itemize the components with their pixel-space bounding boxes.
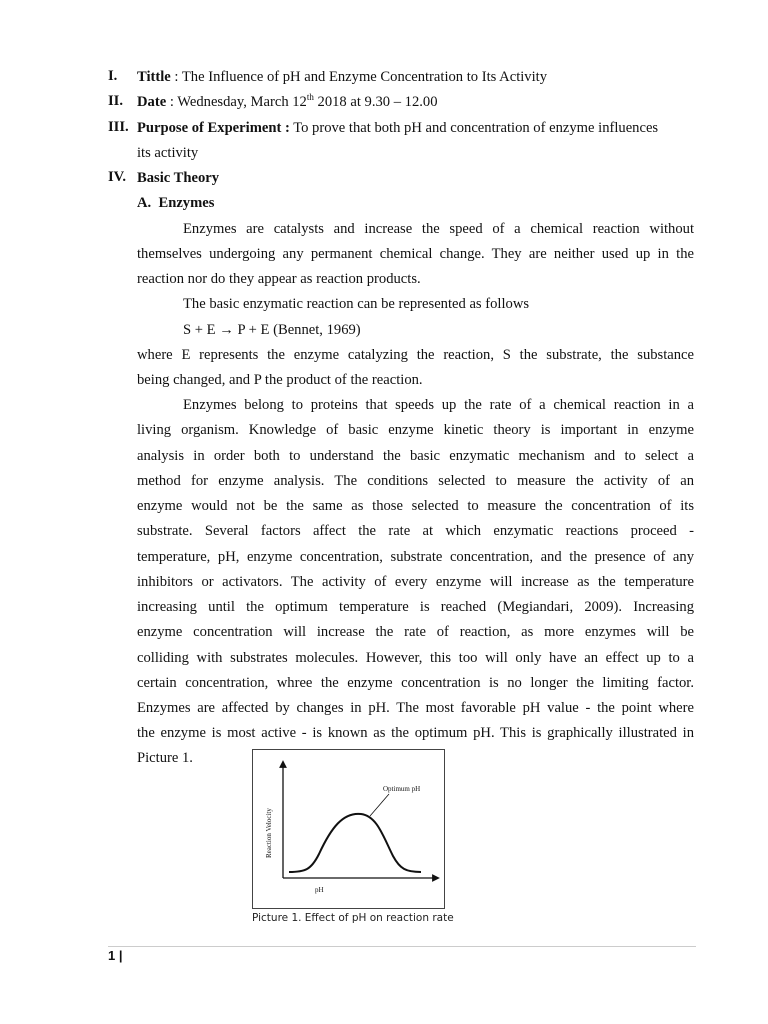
- section-number: I.: [108, 68, 118, 84]
- enzymes-subheading: A. Enzymes: [137, 195, 215, 211]
- paragraph-line: Enzymes are affected by changes in pH. The most favorable pH value - the point where: [137, 700, 694, 716]
- paragraph-line: method for enzyme analysis. The conditions selected to measure the activity of an: [137, 473, 694, 489]
- section-number: IV.: [108, 169, 126, 185]
- ph-curve: [289, 814, 421, 872]
- paragraph-line: Enzymes are catalysts and increase the speed of a chemical reaction without: [183, 221, 694, 237]
- equation: S + E → P + E (Bennet, 1969): [183, 322, 361, 338]
- purpose-line: [137, 119, 658, 137]
- date-sup: th: [306, 92, 314, 102]
- title-text: : The Influence of pH and Enzyme Concentration to Its Activity: [170, 69, 548, 85]
- paragraph-line: enzyme concentration will increase the rate of reaction, as more enzymes will be: [137, 624, 694, 640]
- title-line: [137, 68, 547, 86]
- paragraph-line: colliding with substrates molecules. However, this too will only have an effect up to a: [137, 650, 694, 666]
- paragraph-line: living organism. Knowledge of basic enzyme kinetic theory is important in enzyme: [137, 422, 694, 438]
- optimum-ph-label: Optimum pH: [383, 785, 421, 793]
- date-text-b: 2018 at 9.30 – 12.00: [313, 94, 438, 110]
- date-text-a: : Wednesday, March 12: [166, 94, 307, 110]
- basic-theory-heading: Basic Theory: [137, 170, 220, 186]
- paragraph-line: enzyme would not be the same as those selected to measure the concentration of its: [137, 498, 694, 514]
- date-line: [137, 93, 438, 111]
- footer-divider: [108, 946, 696, 947]
- x-axis-label: pH: [315, 886, 324, 894]
- paragraph-line: the enzyme is most active - is known as the optimum pH. This is graphically illustrated in: [137, 725, 694, 741]
- annotation-leader: [370, 794, 389, 816]
- paragraph-line: The basic enzymatic reaction can be represented as follows: [183, 296, 530, 312]
- paragraph-line: being changed, and P the product of the reaction.: [137, 372, 423, 388]
- section-number: II.: [108, 93, 124, 109]
- title-label: Tittle: [137, 69, 171, 85]
- paragraph-line: Picture 1.: [137, 750, 193, 766]
- section-number: III.: [108, 119, 129, 135]
- paragraph-line: temperature, pH, enzyme concentration, substrate concentration, and the presence of any: [137, 549, 694, 565]
- paragraph-line: substrate. Several factors affect the rate at which enzymatic reactions proceed -: [137, 523, 694, 539]
- purpose-label: Purpose of Experiment :: [137, 120, 290, 136]
- paragraph-line: inhibitors or activators. The activity of every enzyme will increase as the temperature: [137, 574, 694, 590]
- ph-figure: [252, 749, 445, 909]
- figure-caption: Picture 1. Effect of pH on reaction rate: [252, 912, 454, 924]
- paragraph-line: reaction nor do they appear as reaction products.: [137, 271, 421, 287]
- paragraph-line: where E represents the enzyme catalyzing the reaction, S the substrate, the substance: [137, 347, 694, 363]
- paragraph-line: Enzymes belong to proteins that speeds up the rate of a chemical reaction in a: [183, 397, 694, 413]
- purpose-text: To prove that both pH and concentration of enzyme influences: [289, 120, 659, 136]
- ph-curve-graph: [253, 750, 444, 908]
- paragraph-line: increasing until the optimum temperature is reached (Megiandari, 2009). Increasing: [137, 599, 694, 615]
- date-label: Date: [137, 94, 167, 110]
- paragraph-line: themselves undergoing any permanent chemical change. They are neither used up in the: [137, 246, 694, 262]
- paragraph-line: analysis in order both to understand the basic enzymatic mechanism and to select a: [137, 448, 694, 464]
- page-number: 1 |: [108, 948, 123, 963]
- purpose-line-2: its activity: [137, 145, 199, 161]
- y-axis-label: Reaction Velocity: [265, 808, 273, 858]
- paragraph-line: certain concentration, whree the enzyme concentration is no longer the limiting factor.: [137, 675, 694, 691]
